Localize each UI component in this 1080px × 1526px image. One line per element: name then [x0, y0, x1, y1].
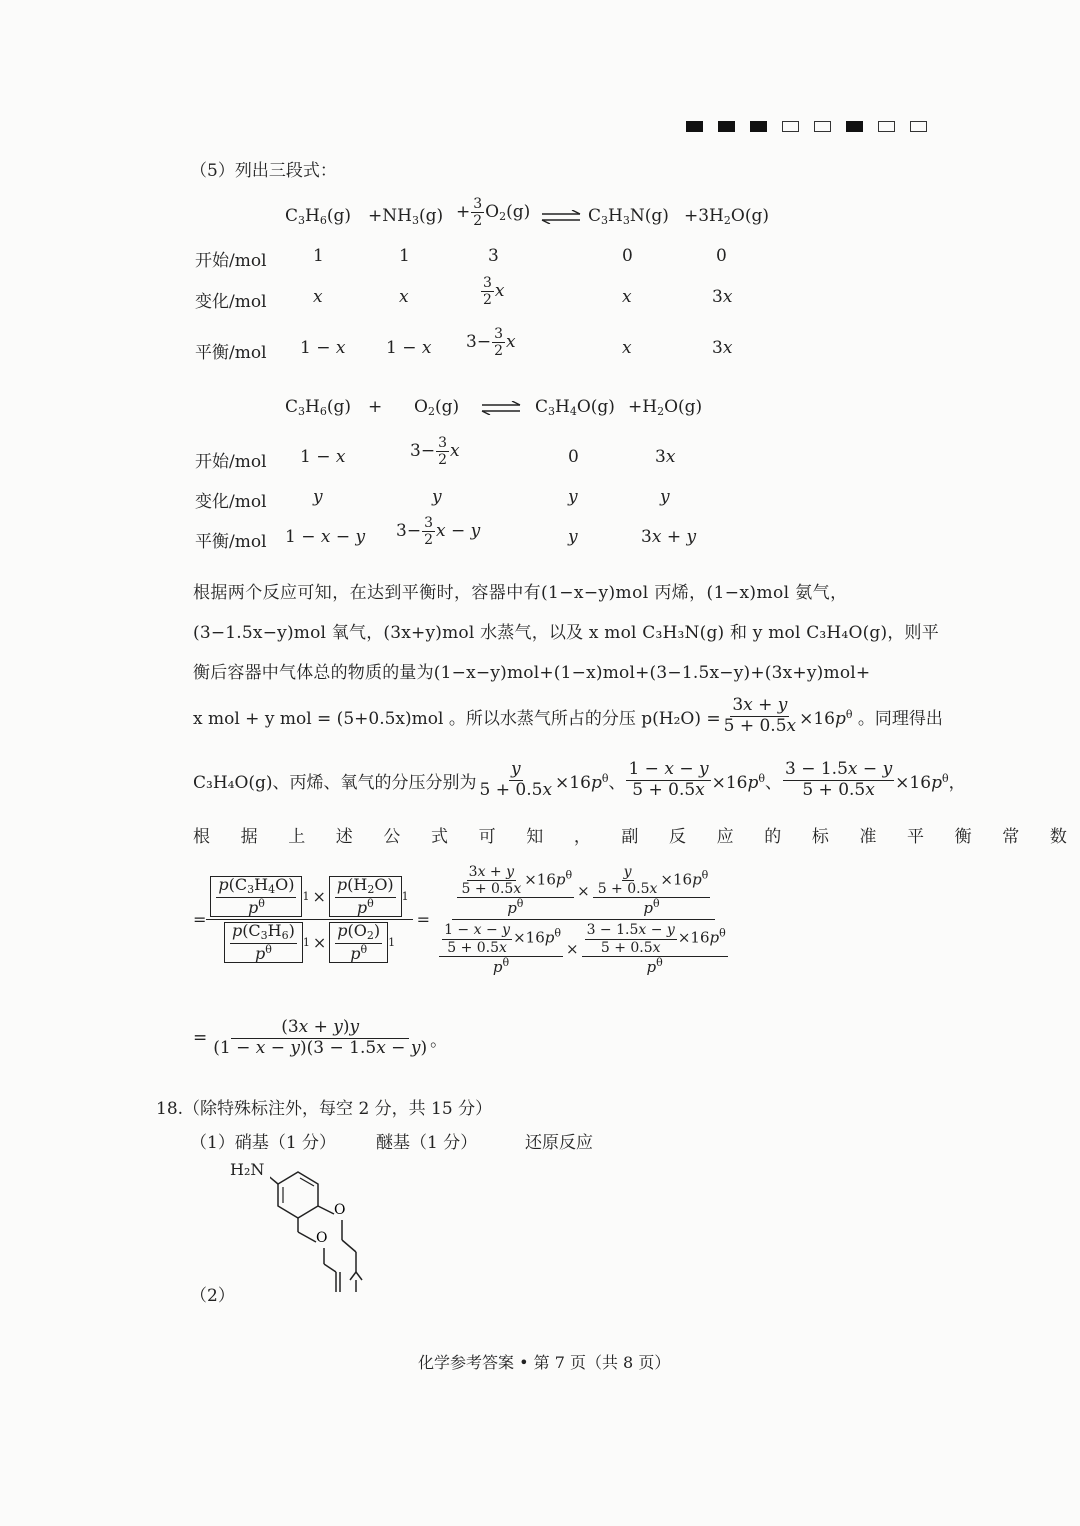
paragraph-line: 根 据 上 述 公 式 可 知 ， 副 反 应 的 标 准 平 衡 常 数	[193, 827, 1080, 847]
paragraph-line: 根据两个反应可知，在达到平衡时，容器中有(1−x−y)mol 丙烯，(1−x)mol 氨气，	[193, 583, 848, 603]
row-label: 开始/mol	[195, 251, 267, 271]
structure-diagram	[270, 1160, 380, 1300]
answer-1a: （1）硝基（1 分）	[190, 1133, 337, 1153]
answer-1b: 醚基（1 分）	[376, 1133, 478, 1153]
answer-1c: 还原反应	[525, 1133, 593, 1153]
paragraph-line: 衡后容器中气体总的物质的量为(1−x−y)mol+(1−x)mol+(3−1.5x−y)+(3x+y)mol+	[193, 663, 871, 683]
svg-text:O: O	[334, 1202, 346, 1218]
square-filled	[846, 121, 863, 132]
square-filled	[718, 121, 735, 132]
question-18-title: 18.（除特殊标注外，每空 2 分，共 15 分）	[156, 1099, 493, 1119]
paragraph-text: C₃H₄O(g)、丙烯、氧气的分压分别为	[193, 772, 477, 793]
final-result: = $\frac{(3x + y)y}{(1 - x - y)(3 - 1.5x - y)}$ 。	[193, 1017, 448, 1058]
paragraph-line: (3−1.5x−y)mol 氧气，(3x+y)mol 水蒸气，以及 x mol C₃H₃N(g) 和 y mol C₃H₄O(g)，则平	[193, 623, 939, 643]
square-empty	[910, 121, 927, 132]
paragraph-line: C₃H₄O(g)、丙烯、氧气的分压分别为 $\frac{y}{5 + 0.5x}$ $\times 16p^\theta$、 $\frac{1 - x - y}{5 + 0.5x}$ $\times 16p^\theta$、 $\frac{3 - 1.5x - y}{5 + 0.5x}$ $\times 16p^\theta$，	[193, 759, 966, 800]
section-title: （5）列出三段式：	[190, 161, 337, 181]
row-label: 平衡/mol	[195, 532, 267, 552]
amine-label: H₂N	[230, 1160, 265, 1179]
equilibrium-arrow-icon	[540, 210, 582, 224]
paragraph-text: 同理得出	[874, 708, 943, 729]
svg-text:O: O	[316, 1230, 328, 1246]
square-empty	[878, 121, 895, 132]
square-empty	[814, 121, 831, 132]
square-empty	[782, 121, 799, 132]
page-footer: 化学参考答案 • 第 7 页（共 8 页）	[418, 1353, 671, 1372]
square-filled	[750, 121, 767, 132]
row-label: 开始/mol	[195, 452, 267, 472]
row-label: 变化/mol	[195, 292, 267, 312]
paragraph-line: x mol + y mol = (5+0.5x)mol 。所以水蒸气所占的分压 p(H₂O) = $\frac{3x + y}{5 + 0.5x}$ $\times 16p^\theta$ 。 同理得出	[193, 695, 943, 736]
equilibrium-constant-expression: = $\frac{p(C_3H_4O)}{p^\theta}$ 1 × $\frac{p(H_2O)}{p^\theta}$ 1 $\frac{p(C_3H_6)}{p^\theta}$ 1 × $\frac{p(O_2)}{p^\theta}$ 1 = $\frac{3x + y}{5 + 0.5x}$ $\times 16p^\theta$ $p^\theta$ × $\frac{y}{5 + 0.5x}$ $\times 16p^\theta$ $p^\theta$ $\frac{1 - x - y}{5 + 0.5x}$ $\times 16p^\theta$ $p^\theta$ × $\frac{3 - 1.5x - y}{5 + 0.5x}$ $\times 16p^\theta$ $p^\theta$	[193, 864, 726, 976]
square-filled	[686, 121, 703, 132]
row-label: 变化/mol	[195, 492, 267, 512]
answer-2-label: （2）	[190, 1286, 235, 1306]
paragraph-text: x mol + y mol = (5+0.5x)mol 。所以水蒸气所占的分压 p(H₂O) =	[193, 708, 721, 729]
equilibrium-arrow-icon	[480, 401, 522, 415]
row-label: 平衡/mol	[195, 343, 267, 363]
